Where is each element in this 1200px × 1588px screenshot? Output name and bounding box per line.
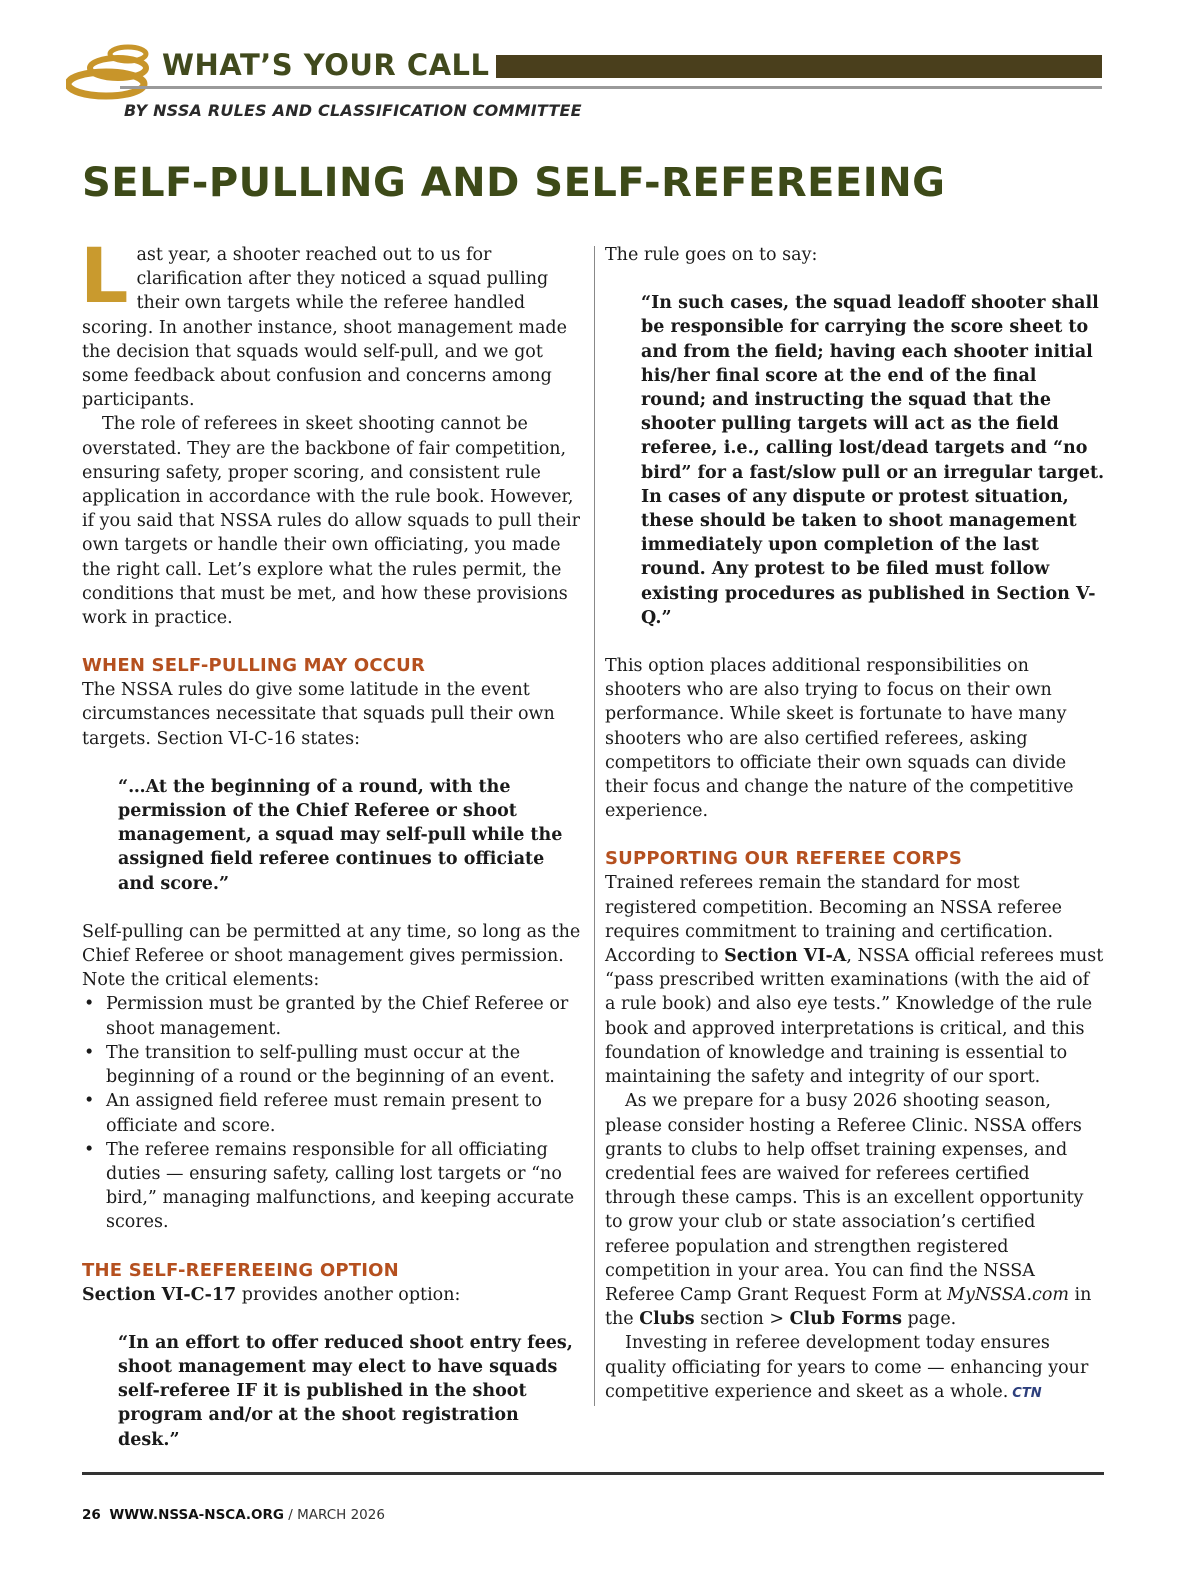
paragraph-text: in the	[605, 1284, 1092, 1330]
clubs-section: Clubs	[639, 1309, 695, 1330]
header-rule	[120, 86, 1102, 89]
paragraph-text: , NSSA official referees must “pass prescribed written examinations (with the aid of a rule book) and also eye tests.” Knowledge of the rule book and approved interpretations is critical, and this foundation of knowledge and training is essential to maintaining the safety and integrity of our sport.	[605, 946, 1104, 1088]
page-number: 26	[82, 1507, 101, 1523]
section-ref: Section VI-A	[724, 946, 847, 967]
paragraph-referee-clinic	[605, 1089, 1105, 1331]
paragraph-text: provides another option:	[236, 1284, 461, 1305]
paragraph-referee-role: The role of referees in skeet shooting cannot be overstated. They are the backbone of fair competition, ensuring safety, proper scoring, and consistent rule application in accordance with the rule book. However, if you said that NSSA rules do allow squads to pull their own targets or handle their own officiating, you made the right call. Let’s explore what the rules permit, the conditions that must be met, and how these provisions work in practice.	[82, 414, 580, 629]
paragraph-text: As we prepare for a busy 2026 shooting season, please consider hosting a Referee Clinic. NSSA offers grants to clubs to help offset training expenses, and credential fees are waived for referees certified through these camps. This is an excellent opportunity to grow your club or state association’s certified referee population and strengthen registered competition in your area. You can find the NSSA Referee Camp Grant Request Form at	[605, 1091, 1084, 1305]
club-forms-page: Club Forms	[789, 1309, 902, 1330]
intro-text: ast year, a shooter reached out to us for clarification after they noticed a squad pulling their own targets while the referee handled scoring. In another instance, shoot management made the decision that squads would self-pull, and we got some feedback about confusion and concerns among participants.	[82, 245, 567, 411]
footer	[82, 1507, 385, 1523]
site-url[interactable]: WWW.NSSA-NSCA.ORG	[109, 1507, 284, 1523]
end-mark: CTN	[1012, 1385, 1042, 1401]
clay-target-rings-icon	[66, 40, 158, 100]
byline: BY NSSA RULES AND CLASSIFICATION COMMITTEE	[124, 101, 582, 120]
subhead-self-pulling: WHEN SELF-PULLING MAY OCCUR	[82, 655, 426, 677]
paragraph-text: section >	[694, 1309, 790, 1330]
paragraph-text: Investing in referee development today ensures quality officiating for years to come — enhancing your competitive experience and skeet as a whole.	[605, 1333, 1089, 1402]
quote-self-referee-procedure: “In such cases, the squad leadoff shooter shall be responsible for carrying the score sheet to and from the field; having each shooter initial his/her final score at the end of the final round; and instructing the squad that the shooter pulling targets will act as the field referee, i.e., calling lost/dead targets and “no bird” for a fast/slow pull or an irregular target. In cases of any dispute or protest situation, these should be taken to shoot management immediately upon completion of the last round. Any protest to be filed must follow existing procedures as published in Section V-Q.”	[641, 293, 1105, 628]
list-item: • The transition to self-pulling must occur at the beginning of a round or the beginning of an event.	[82, 1041, 582, 1089]
footer-rule	[82, 1472, 1104, 1475]
right-column	[605, 243, 1105, 1406]
paragraph-permission: Self-pulling can be permitted at any time, so long as the Chief Referee or shoot management gives permission. Note the critical elements:	[82, 921, 581, 991]
article-title: SELF-PULLING AND SELF-REFEREEING	[82, 160, 946, 206]
paragraph-another-option	[82, 1283, 582, 1307]
critical-elements-list	[82, 992, 582, 1234]
column-divider	[594, 246, 595, 1406]
paragraph-rule-continues: The rule goes on to say:	[605, 245, 818, 265]
list-item: • Permission must be granted by the Chief Referee or shoot management.	[82, 992, 582, 1040]
issue-date: / MARCH 2026	[284, 1507, 385, 1523]
site-link[interactable]: MyNSSA.com	[947, 1284, 1069, 1305]
subhead-referee-corps: SUPPORTING OUR REFEREE CORPS	[605, 848, 963, 870]
paragraph-trained-referees	[605, 871, 1105, 1089]
header-bar	[496, 55, 1102, 78]
paragraph-latitude: The NSSA rules do give some latitude in the event circumstances necessitate that squads pull their own targets. Section VI-C-16 states:	[82, 680, 555, 749]
subhead-self-refereeing: THE SELF-REFEREEING OPTION	[82, 1259, 399, 1281]
paragraph-text: page.	[901, 1309, 957, 1330]
paragraph-text: Trained referees remain the standard for most registered competition. Becoming an NSSA referee requires commitment to training and certification. According to	[605, 873, 1062, 967]
quote-vi-c-17: “In an effort to offer reduced shoot entry fees, shoot management may elect to have squads self-referee IF it is published in the shoot program and/or at the shoot registration desk.”	[118, 1332, 573, 1450]
list-item: • An assigned field referee must remain present to officiate and score.	[82, 1089, 582, 1137]
quote-vi-c-16: “…At the beginning of a round, with the permission of the Chief Referee or shoot management, a squad may self-pull while the assigned field referee continues to officiate and score.”	[118, 776, 563, 894]
paragraph-closing	[605, 1331, 1105, 1406]
intro-paragraph	[80, 231, 582, 412]
left-column	[80, 231, 582, 1476]
drop-cap: L	[80, 231, 129, 320]
list-item: • The referee remains responsible for all officiating duties — ensuring safety, calling lost targets or “no bird,” managing malfunctions, and keeping accurate scores.	[82, 1138, 582, 1235]
section-ref: Section VI-C-17	[82, 1284, 237, 1305]
paragraph-responsibilities: This option places additional responsibilities on shooters who are also trying to focus on their own performance. While skeet is fortunate to have many shooters who are also certified referees, asking competitors to officiate their own squads can divide their focus and change the nature of the competitive experience.	[605, 656, 1074, 822]
section-label: WHAT’S YOUR CALL	[162, 48, 490, 82]
